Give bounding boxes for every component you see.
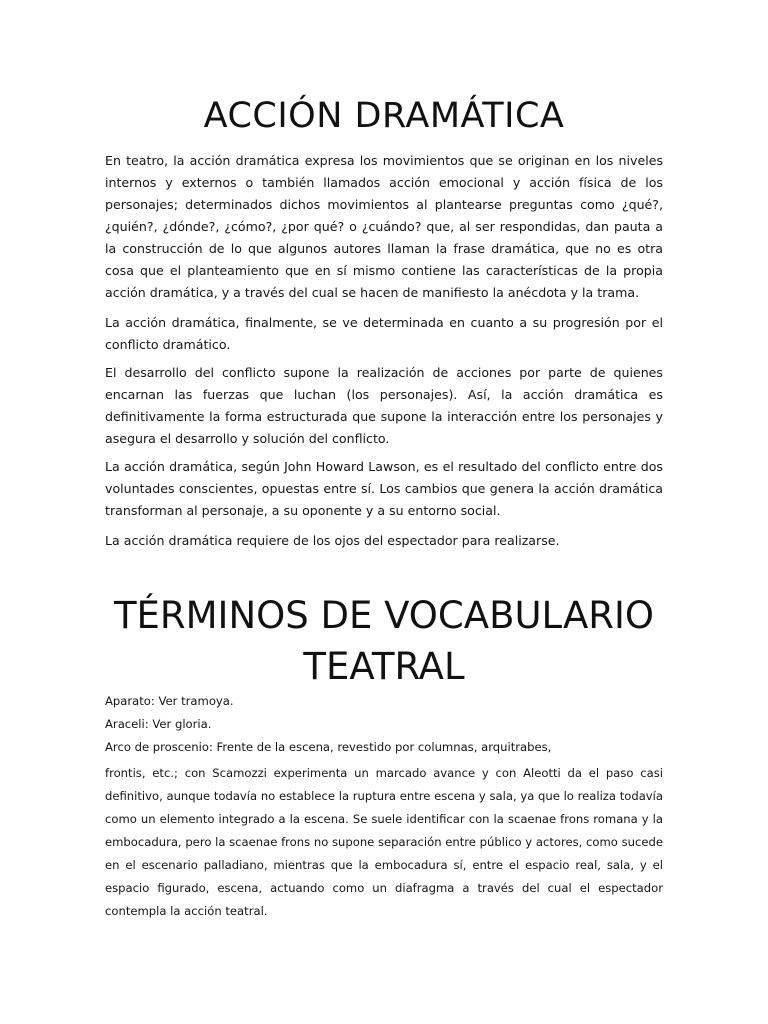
paragraph-lawson: La acción dramática, según John Howard Lawson, es el resultado del conflicto entre dos voluntades conscientes, opuestas entre sí. Los cambios que genera la acción dramática transforman al personaje, a su oponente y a su entorno social. xyxy=(105,459,663,518)
paragraph-development: El desarrollo del conflicto supone la realización de acciones por parte de quienes encarnan las fuerzas que luchan (los personajes). Así, la acción dramática es definitivamente la forma estructurada que supone la interacción entre los personajes y asegura el desarrollo y solución del conflicto. xyxy=(105,365,663,446)
paragraph-spectator: La acción dramática requiere de los ojos del espectador para realizarse. xyxy=(105,533,560,548)
vocab-entry-aparato: Aparato: Ver tramoya. xyxy=(105,694,234,708)
section-title-line-2: TEATRAL xyxy=(303,645,465,688)
vocab-entry-arco-de-proscenio: Arco de proscenio: Frente de la escena, revestido por columnas, arquitrabes, xyxy=(105,740,552,754)
paragraph-definition: En teatro, la acción dramática expresa los movimientos que se originan en los niveles internos y externos o también llamados acción emocional y acción física de los personajes; determinados dichos movimientos al plantearse preguntas como ¿qué?, ¿quién?, ¿dónde?, ¿cómo?, ¿por qué? o ¿cuándo? que, al ser respondidas, dan pauta a la construcción de lo que algunos autores llaman la frase dramática, que no es otra cosa que el planteamiento que en sí mismo contiene las características de la propia acción dramática, y a través del cual se hacen de manifiesto la anécdota y la trama. xyxy=(105,153,663,300)
section-title-accion-dramatica: ACCIÓN DRAMÁTICA xyxy=(203,96,565,136)
paragraph-conflict: La acción dramática, finalmente, se ve determinada en cuanto a su progresión por el conflicto dramático. xyxy=(105,315,663,352)
section-title-line-1: TÉRMINOS DE VOCABULARIO xyxy=(113,594,655,637)
vocab-entry-araceli: Araceli: Ver gloria. xyxy=(105,717,212,731)
vocab-entry-arco-continuation: frontis, etc.; con Scamozzi experimenta un marcado avance y con Aleotti da el paso casi definitivo, aunque todavía no establece la ruptura entre escena y sala, ya que lo realiza todavía como un elemento integrado a la escena. Se suele identificar con la scaenae frons romana y la embocadura, pero la scaenae frons no supone separación entre público y actores, como sucede en el escenario palladiano, mientras que la embocadura sí, entre el espacio real, sala, y el espacio figurado, escena, actuando como un diafragma a través del cual el espectador contempla la acción teatral. xyxy=(105,766,663,918)
section-title-vocabulario xyxy=(0,590,768,692)
